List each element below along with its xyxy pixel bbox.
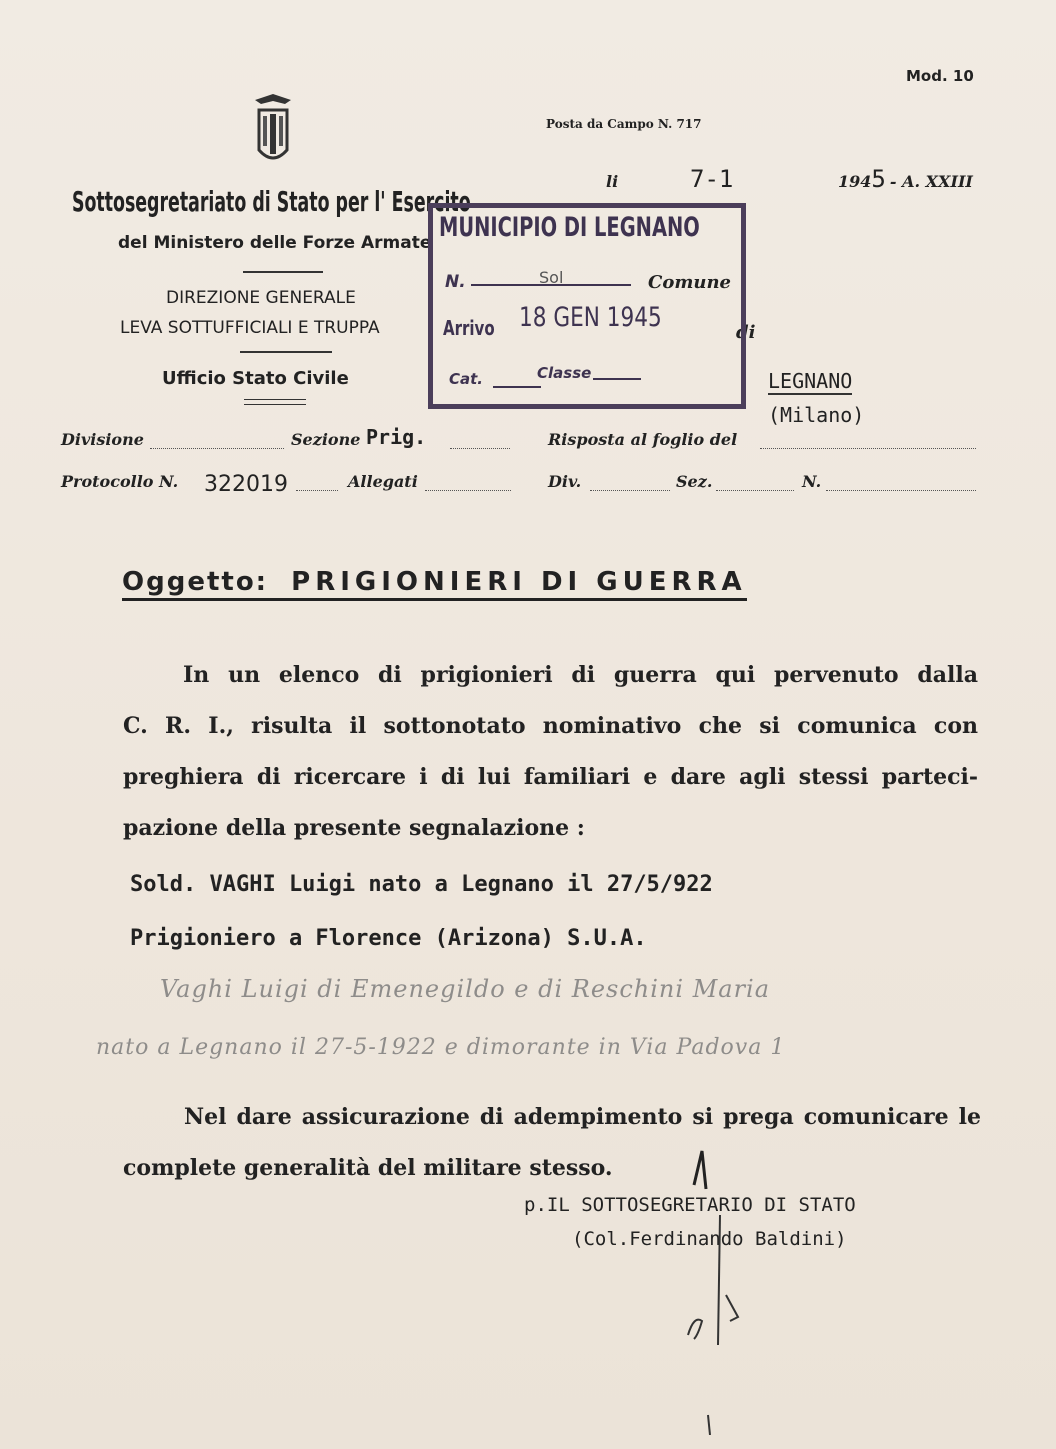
stamp-n-value: Sol xyxy=(539,268,564,287)
stamp-name: MUNICIPIO DI LEGNANO xyxy=(439,212,700,243)
meta-protocollo-value: 322019 xyxy=(204,472,288,497)
sender-office: Ufficio Stato Civile xyxy=(162,368,349,389)
sender-directorate-sub: LEVA SOTTUFFICIALI E TRUPPA xyxy=(120,318,380,338)
stamp-arrival-label: Arrivo xyxy=(443,316,495,340)
meta-protocollo-field xyxy=(296,490,338,491)
stamp-line xyxy=(593,378,641,380)
body-text: complete generalità del militare stesso. xyxy=(123,1155,613,1181)
stamp-cat-label: Cat. xyxy=(449,370,483,388)
meta-sez-field xyxy=(716,490,794,491)
date-era: - A. XXIII xyxy=(889,172,973,191)
date-prefix: li xyxy=(606,172,619,191)
meta-sezione-label: Sezione xyxy=(291,430,361,449)
meta-allegati-field xyxy=(425,490,511,491)
recipient-di-label: di xyxy=(736,322,756,343)
stamp-line xyxy=(493,386,541,388)
sender-ministry: del Ministero delle Forze Armate xyxy=(118,233,432,253)
meta-allegati-label: Allegati xyxy=(348,472,418,491)
arrival-stamp xyxy=(428,203,746,409)
body-line xyxy=(184,1104,981,1130)
subject-label: Oggetto: xyxy=(122,567,269,597)
divider xyxy=(244,399,306,400)
meta-sezione-field xyxy=(450,448,510,449)
stamp-n-label: N. xyxy=(445,272,466,292)
divider xyxy=(243,271,323,273)
divider xyxy=(240,351,332,353)
field-post: Posta da Campo N. 717 xyxy=(546,117,702,131)
body-text: Nel dare assicurazione di adempimento si prega comunicare le xyxy=(184,1104,981,1130)
signature-title: p.IL SOTTOSEGRETARIO DI STATO xyxy=(524,1194,856,1216)
body-line xyxy=(123,1155,980,1181)
body-line xyxy=(123,713,978,739)
meta-sezione-value: Prig. xyxy=(366,425,427,449)
recipient-province: (Milano) xyxy=(768,403,865,427)
recipient-city: LEGNANO xyxy=(768,369,853,393)
date-year xyxy=(838,165,973,193)
body-text: preghiera di ricercare i di lui familiari e dare agli stessi parteci- xyxy=(123,764,978,790)
meta-sez-label: Sez. xyxy=(676,472,713,491)
meta-n-field xyxy=(826,490,976,491)
meta-risposta-label: Risposta al foglio del xyxy=(548,430,738,449)
sender-directorate: DIREZIONE GENERALE xyxy=(166,288,356,308)
recipient-comune-label: Comune xyxy=(648,272,732,293)
body-text: pazione della presente segnalazione : xyxy=(123,815,585,841)
date-year-prefix: 194 xyxy=(838,172,872,191)
meta-divisione-label: Divisione xyxy=(61,430,144,449)
stamp-classe-label: Classe xyxy=(537,364,592,382)
body-text: C. R. I., risulta il sottonotato nominativo che si comunica con xyxy=(123,713,978,739)
body-line xyxy=(123,815,980,841)
handwritten-note: Vaghi Luigi di Emenegildo e di Reschini Maria xyxy=(160,975,771,1003)
date-day: 7-1 xyxy=(690,165,734,193)
subject-text: PRIGIONIERI DI GUERRA xyxy=(291,567,747,597)
sender-title: Sottosegretariato di Stato per l' Esercito xyxy=(72,185,471,218)
meta-n-label: N. xyxy=(802,472,822,491)
pen-mark-icon xyxy=(680,1145,760,1435)
meta-div-field xyxy=(590,490,670,491)
soldier-line2: Prigioniero a Florence (Arizona) S.U.A. xyxy=(130,926,647,951)
meta-protocollo-label: Protocollo N. xyxy=(61,472,179,491)
form-code: Mod. 10 xyxy=(906,67,974,85)
body-line xyxy=(183,662,978,688)
subject-line xyxy=(122,566,747,601)
date-year-digit: 5 xyxy=(871,165,886,193)
soldier-line1: Sold. VAGHI Luigi nato a Legnano il 27/5/922 xyxy=(130,872,713,897)
handwritten-note: nato a Legnano il 27-5-1922 e dimorante in Via Padova 1 xyxy=(96,1035,786,1060)
meta-div-label: Div. xyxy=(548,472,582,491)
body-line xyxy=(123,764,978,790)
body-text: In un elenco di prigionieri di guerra qui pervenuto dalla xyxy=(183,662,978,688)
divider xyxy=(244,404,306,405)
meta-divisione-field xyxy=(150,448,284,449)
emblem-icon xyxy=(249,92,297,172)
stamp-arrival-date: 18 GEN 1945 xyxy=(519,302,662,333)
meta-risposta-field xyxy=(760,448,976,449)
signature-name: (Col.Ferdinando Baldini) xyxy=(572,1228,847,1250)
